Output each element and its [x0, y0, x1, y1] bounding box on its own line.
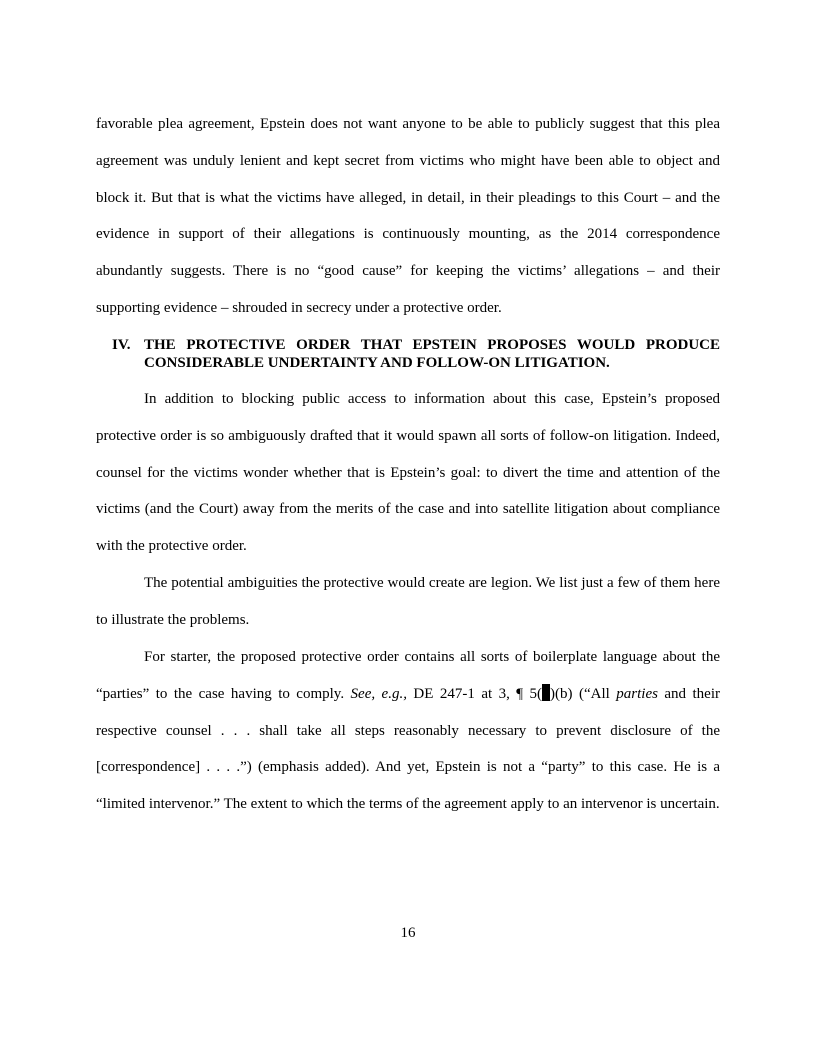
paragraph-text-part: DE 247-1 at 3, ¶ 5(	[406, 685, 543, 702]
paragraph-ambiguous-drafting: In addition to blocking public access to information about this case, Epstein’s proposed protective order is so ambiguously drafted that it would spawn all sorts of follow-on litigation. Indeed, counsel for the victims wonder whether that is Epstein’s goal: to divert the time and attention of the victims (and the Court) away from the merits of the case and into satellite litigation about compliance with the protective order.	[96, 391, 720, 555]
paragraph-ambiguities-legion: The potential ambiguities the protective would create are legion. We list just a few of them here to illustrate the problems.	[96, 575, 720, 628]
redaction-box	[542, 684, 550, 701]
paragraph-text-part: )(b) (“All	[550, 685, 617, 702]
page-number: 16	[400, 925, 416, 941]
section-heading-number: IV.	[112, 337, 131, 353]
paragraph-plea-agreement: favorable plea agreement, Epstein does not want anyone to be able to publicly suggest that this plea agreement was unduly lenient and kept secret from victims who might have been able to object and block it. But that is what the victims have alleged, in detail, in their pleadings to this Court – and the evidence in support of their allegations is continuously mounting, as the 2014 correspondence abundantly suggests. There is no “good cause” for keeping the victims’ allegations – and their supporting evidence – shrouded in secrecy under a protective order.	[96, 116, 720, 316]
paragraph-text-part: For starter, the proposed protective order contains all sorts of boilerplate language about the “parties” to the case having to comply.	[96, 649, 720, 702]
paragraph-text-part: and their respective counsel . . . shall take all steps reasonably necessary to prevent disclosure of the [correspondence] . . . .”) (emphasis added). And yet, Epstein is not a “party” to this case. He is a “limited intervenor.” The extent to which the terms of the agreement apply to an intervenor is uncertain.	[96, 685, 720, 813]
section-heading	[112, 336, 720, 372]
section-heading-title: THE PROTECTIVE ORDER THAT EPSTEIN PROPOSES WOULD PRODUCE CONSIDERABLE UNDERTAINTY AND FOLLOW-ON LITIGATION.	[144, 337, 720, 371]
citation-signal: See, e.g.,	[350, 685, 407, 702]
emphasized-word: parties	[616, 685, 658, 702]
paragraph-parties-language	[96, 639, 720, 823]
